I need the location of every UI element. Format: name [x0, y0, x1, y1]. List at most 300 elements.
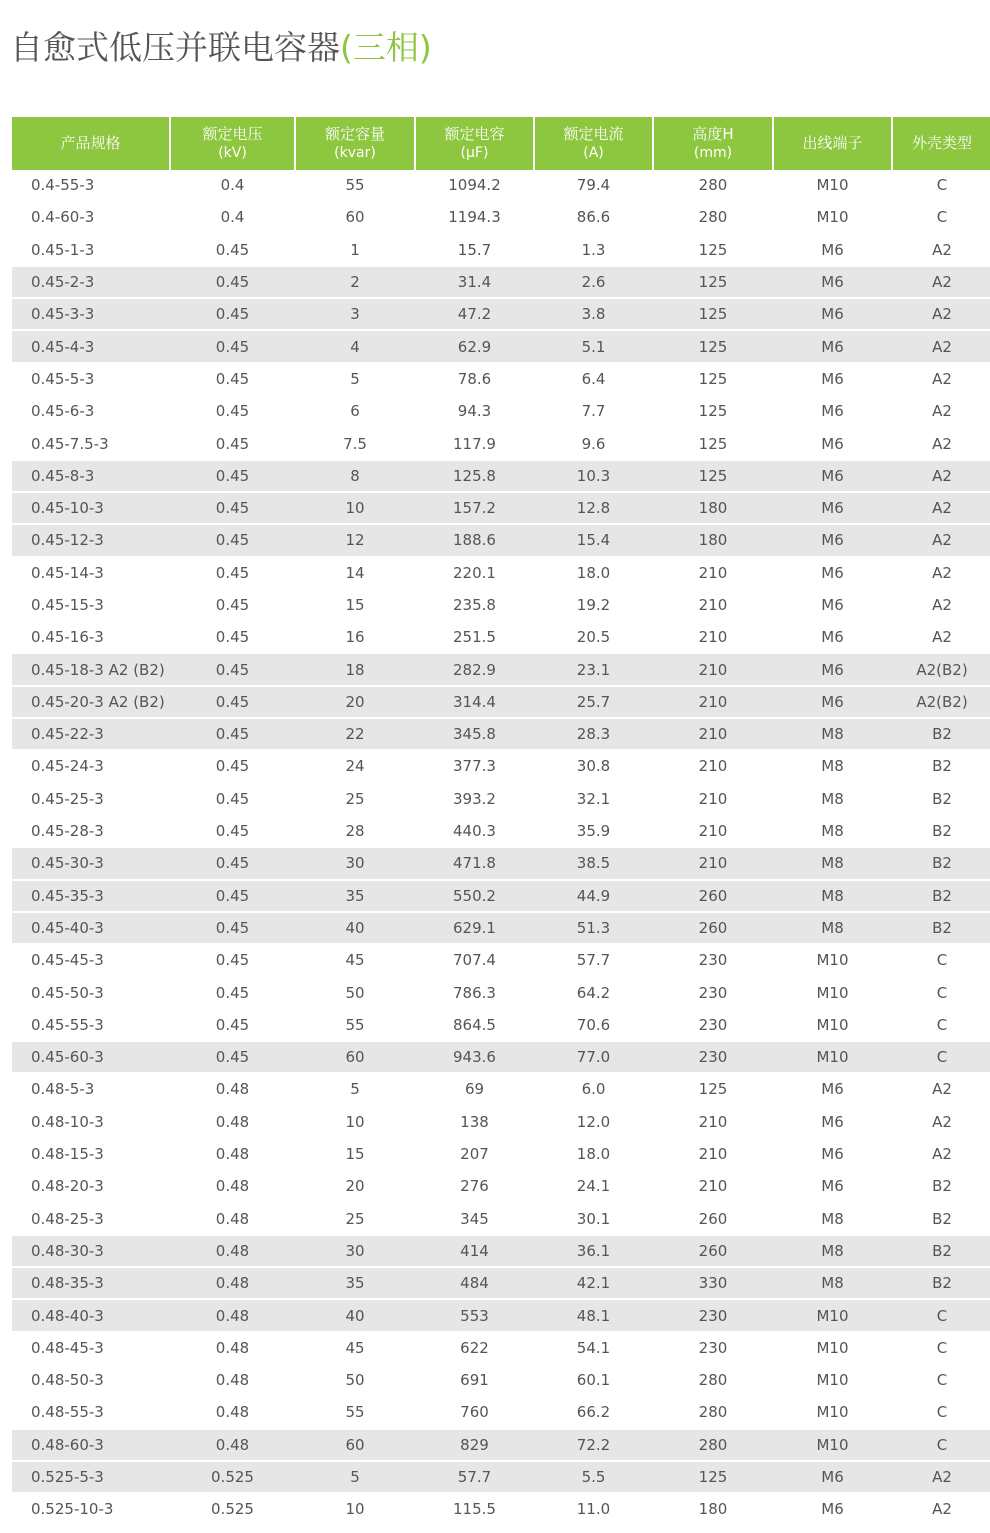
column-header-unit: (kV) — [218, 144, 247, 161]
table-cell: 157.2 — [415, 492, 534, 524]
table-cell: 45 — [295, 944, 415, 976]
table-row — [12, 1170, 990, 1202]
column-header-unit: (kvar) — [334, 144, 376, 161]
table-row — [12, 1073, 990, 1105]
table-cell: 55 — [295, 1396, 415, 1428]
table-cell: 7.7 — [534, 395, 653, 427]
table-cell: B2 — [892, 783, 990, 815]
table-cell: 0.45 — [170, 750, 295, 782]
table-row — [12, 427, 990, 459]
table-cell: 20 — [295, 686, 415, 718]
table-row — [12, 1364, 990, 1396]
table-cell: 55 — [295, 1009, 415, 1041]
table-cell: M8 — [773, 880, 892, 912]
table-cell: 15 — [295, 1138, 415, 1170]
table-cell: 0.48-25-3 — [12, 1203, 170, 1235]
table-cell: B2 — [892, 912, 990, 944]
table-cell: 210 — [653, 653, 773, 685]
table-cell: 0.45-15-3 — [12, 589, 170, 621]
table-cell: B2 — [892, 1267, 990, 1299]
page-title — [10, 26, 432, 70]
table-cell: 6 — [295, 395, 415, 427]
table-cell: M6 — [773, 557, 892, 589]
table-cell: 0.48 — [170, 1138, 295, 1170]
table-cell: 210 — [653, 589, 773, 621]
table-cell: 0.45-6-3 — [12, 395, 170, 427]
table-cell: M10 — [773, 944, 892, 976]
table-cell: B2 — [892, 750, 990, 782]
table-cell: 0.45-50-3 — [12, 976, 170, 1008]
table-cell: C — [892, 1364, 990, 1396]
column-header-label: 额定电压 — [202, 124, 263, 143]
table-cell: 50 — [295, 1364, 415, 1396]
table-cell: M6 — [773, 492, 892, 524]
table-row — [12, 783, 990, 815]
table-cell: 0.45 — [170, 330, 295, 362]
table-body — [12, 170, 990, 1525]
column-header-label: 出线端子 — [802, 134, 863, 152]
table-cell: 180 — [653, 524, 773, 556]
table-cell: 0.45-60-3 — [12, 1041, 170, 1073]
table-row — [12, 750, 990, 782]
table-cell: 69 — [415, 1073, 534, 1105]
table-row — [12, 1041, 990, 1073]
table-cell: 3.8 — [534, 298, 653, 330]
table-cell: 35 — [295, 880, 415, 912]
table-cell: 0.525-10-3 — [12, 1493, 170, 1525]
table-cell: A2(B2) — [892, 653, 990, 685]
column-header — [295, 117, 415, 170]
table-cell: 276 — [415, 1170, 534, 1202]
table-cell: A2(B2) — [892, 686, 990, 718]
title-main: 自愈式低压并联电容器 — [10, 28, 340, 67]
table-cell: 5 — [295, 1461, 415, 1493]
table-cell: 0.45 — [170, 589, 295, 621]
table-cell: 0.45 — [170, 1009, 295, 1041]
table-cell: 86.6 — [534, 201, 653, 233]
table-cell: 94.3 — [415, 395, 534, 427]
table-cell: 0.48 — [170, 1106, 295, 1138]
table-cell: M10 — [773, 1364, 892, 1396]
table-cell: 0.48 — [170, 1170, 295, 1202]
table-cell: 35 — [295, 1267, 415, 1299]
table-row — [12, 170, 990, 201]
table-cell: A2 — [892, 363, 990, 395]
table-cell: 0.45 — [170, 815, 295, 847]
column-header-unit: (mm) — [693, 144, 733, 161]
table-cell: 9.6 — [534, 427, 653, 459]
table-cell: 440.3 — [415, 815, 534, 847]
table-row — [12, 1493, 990, 1525]
table-cell: 10 — [295, 1106, 415, 1138]
table-cell: 707.4 — [415, 944, 534, 976]
table-cell: 1194.3 — [415, 201, 534, 233]
table-cell: 0.45 — [170, 976, 295, 1008]
spec-table — [12, 117, 990, 1526]
table-cell: M6 — [773, 395, 892, 427]
table-row — [12, 1235, 990, 1267]
table-cell: 282.9 — [415, 653, 534, 685]
table-cell: 16 — [295, 621, 415, 653]
table-cell: 117.9 — [415, 427, 534, 459]
table-row — [12, 653, 990, 685]
table-cell: 230 — [653, 1009, 773, 1041]
table-row — [12, 1267, 990, 1299]
table-row — [12, 944, 990, 976]
table-cell: 0.48 — [170, 1073, 295, 1105]
table-cell: 260 — [653, 1235, 773, 1267]
table-cell: A2 — [892, 330, 990, 362]
table-cell: 0.45 — [170, 718, 295, 750]
table-cell: 6.0 — [534, 1073, 653, 1105]
table-cell: 230 — [653, 976, 773, 1008]
table-row — [12, 718, 990, 750]
table-cell: 0.48-20-3 — [12, 1170, 170, 1202]
table-cell: M6 — [773, 330, 892, 362]
table-cell: A2 — [892, 1138, 990, 1170]
table-cell: A2 — [892, 427, 990, 459]
table-cell: A2 — [892, 492, 990, 524]
table-cell: A2 — [892, 395, 990, 427]
table-cell: 20.5 — [534, 621, 653, 653]
table-cell: 30.1 — [534, 1203, 653, 1235]
table-cell: 0.4 — [170, 170, 295, 201]
table-cell: M8 — [773, 815, 892, 847]
table-cell: M6 — [773, 1170, 892, 1202]
table-row — [12, 460, 990, 492]
table-row — [12, 976, 990, 1008]
table-row — [12, 912, 990, 944]
table-cell: 220.1 — [415, 557, 534, 589]
table-cell: 48.1 — [534, 1299, 653, 1331]
table-cell: 210 — [653, 750, 773, 782]
table-row — [12, 363, 990, 395]
table-cell: A2 — [892, 1106, 990, 1138]
table-row — [12, 815, 990, 847]
table-cell: 180 — [653, 1493, 773, 1525]
table-cell: 10.3 — [534, 460, 653, 492]
table-cell: 28.3 — [534, 718, 653, 750]
table-cell: M6 — [773, 1106, 892, 1138]
table-row — [12, 589, 990, 621]
column-header — [653, 117, 773, 170]
table-cell: B2 — [892, 1170, 990, 1202]
table-cell: M10 — [773, 1332, 892, 1364]
table-cell: B2 — [892, 847, 990, 879]
table-cell: 943.6 — [415, 1041, 534, 1073]
table-cell: 1.3 — [534, 234, 653, 266]
table-cell: M6 — [773, 1073, 892, 1105]
table-row — [12, 201, 990, 233]
table-row — [12, 1138, 990, 1170]
table-cell: 230 — [653, 1332, 773, 1364]
table-cell: B2 — [892, 815, 990, 847]
table-cell: 32.1 — [534, 783, 653, 815]
table-cell: 44.9 — [534, 880, 653, 912]
table-cell: 0.45 — [170, 395, 295, 427]
table-cell: 78.6 — [415, 363, 534, 395]
table-cell: 0.45-28-3 — [12, 815, 170, 847]
table-cell: C — [892, 1041, 990, 1073]
table-cell: 47.2 — [415, 298, 534, 330]
table-cell: 60 — [295, 1429, 415, 1461]
table-cell: 5 — [295, 1073, 415, 1105]
table-cell: A2 — [892, 524, 990, 556]
table-cell: 864.5 — [415, 1009, 534, 1041]
table-cell: 125 — [653, 1461, 773, 1493]
column-header-unit: (A) — [583, 144, 604, 161]
column-header — [892, 117, 990, 170]
table-row — [12, 266, 990, 298]
table-cell: 188.6 — [415, 524, 534, 556]
table-row — [12, 234, 990, 266]
table-cell: 260 — [653, 880, 773, 912]
table-cell: 0.45 — [170, 492, 295, 524]
table-cell: 55 — [295, 170, 415, 201]
table-cell: M10 — [773, 1009, 892, 1041]
table-cell: 0.48-45-3 — [12, 1332, 170, 1364]
table-cell: 0.45-55-3 — [12, 1009, 170, 1041]
table-cell: 0.45-2-3 — [12, 266, 170, 298]
table-cell: 25.7 — [534, 686, 653, 718]
table-cell: B2 — [892, 718, 990, 750]
table-cell: C — [892, 1429, 990, 1461]
table-cell: 0.45 — [170, 912, 295, 944]
table-cell: 210 — [653, 847, 773, 879]
table-cell: 2.6 — [534, 266, 653, 298]
table-cell: 210 — [653, 815, 773, 847]
table-cell: 0.45 — [170, 524, 295, 556]
table-cell: 60.1 — [534, 1364, 653, 1396]
table-cell: C — [892, 1396, 990, 1428]
table-row — [12, 330, 990, 362]
table-cell: 280 — [653, 1396, 773, 1428]
table-cell: 66.2 — [534, 1396, 653, 1428]
table-cell: 30 — [295, 1235, 415, 1267]
table-cell: 691 — [415, 1364, 534, 1396]
table-cell: 0.48 — [170, 1267, 295, 1299]
table-row — [12, 1009, 990, 1041]
column-header-label: 额定容量 — [324, 124, 385, 143]
table-row — [12, 524, 990, 556]
table-cell: 0.48-30-3 — [12, 1235, 170, 1267]
table-row — [12, 492, 990, 524]
table-cell: 77.0 — [534, 1041, 653, 1073]
table-cell: 35.9 — [534, 815, 653, 847]
table-cell: 0.45-18-3 A2 (B2) — [12, 653, 170, 685]
table-cell: 0.45-25-3 — [12, 783, 170, 815]
table-cell: 0.48 — [170, 1429, 295, 1461]
table-cell: 125 — [653, 234, 773, 266]
table-cell: 210 — [653, 557, 773, 589]
table-cell: 40 — [295, 912, 415, 944]
table-cell: 0.45 — [170, 427, 295, 459]
table-cell: 125 — [653, 298, 773, 330]
table-cell: 0.45-30-3 — [12, 847, 170, 879]
table-cell: 10 — [295, 492, 415, 524]
table-cell: 0.4-55-3 — [12, 170, 170, 201]
table-cell: A2 — [892, 621, 990, 653]
table-row — [12, 621, 990, 653]
table-cell: 0.48 — [170, 1203, 295, 1235]
table-cell: 280 — [653, 170, 773, 201]
table-cell: M10 — [773, 170, 892, 201]
column-header-label: 额定电流 — [563, 124, 624, 143]
table-cell: 30 — [295, 847, 415, 879]
table-cell: 12.0 — [534, 1106, 653, 1138]
table-cell: 0.525 — [170, 1493, 295, 1525]
table-cell: A2 — [892, 1073, 990, 1105]
table-cell: 260 — [653, 912, 773, 944]
table-cell: 0.4-60-3 — [12, 201, 170, 233]
table-cell: 414 — [415, 1235, 534, 1267]
table-cell: C — [892, 1332, 990, 1364]
table-cell: M6 — [773, 524, 892, 556]
table-cell: 0.45 — [170, 686, 295, 718]
table-cell: 42.1 — [534, 1267, 653, 1299]
table-cell: B2 — [892, 1203, 990, 1235]
column-header — [415, 117, 534, 170]
table-cell: M6 — [773, 686, 892, 718]
table-cell: 36.1 — [534, 1235, 653, 1267]
table-cell: C — [892, 170, 990, 201]
table-cell: 23.1 — [534, 653, 653, 685]
table-cell: 15.4 — [534, 524, 653, 556]
table-cell: 125.8 — [415, 460, 534, 492]
table-cell: C — [892, 1009, 990, 1041]
table-cell: M6 — [773, 1138, 892, 1170]
table-row — [12, 557, 990, 589]
table-cell: 30.8 — [534, 750, 653, 782]
table-cell: M8 — [773, 912, 892, 944]
table-cell: 64.2 — [534, 976, 653, 1008]
table-cell: 0.45 — [170, 557, 295, 589]
table-cell: 19.2 — [534, 589, 653, 621]
table-cell: 1094.2 — [415, 170, 534, 201]
column-header-label: 额定电容 — [444, 124, 505, 143]
table-cell: 0.48 — [170, 1364, 295, 1396]
table-cell: 0.45-20-3 A2 (B2) — [12, 686, 170, 718]
table-cell: 622 — [415, 1332, 534, 1364]
table-cell: M6 — [773, 589, 892, 621]
table-cell: 0.45-40-3 — [12, 912, 170, 944]
table-cell: 40 — [295, 1299, 415, 1331]
table-cell: 60 — [295, 1041, 415, 1073]
table-cell: 2 — [295, 266, 415, 298]
table-cell: A2 — [892, 266, 990, 298]
table-cell: 125 — [653, 330, 773, 362]
table-cell: 0.45-3-3 — [12, 298, 170, 330]
table-cell: 0.45-12-3 — [12, 524, 170, 556]
table-cell: M10 — [773, 1041, 892, 1073]
table-cell: 4 — [295, 330, 415, 362]
table-cell: M10 — [773, 976, 892, 1008]
table-cell: M10 — [773, 1299, 892, 1331]
table-cell: 5.1 — [534, 330, 653, 362]
table-cell: 280 — [653, 201, 773, 233]
table-cell: 0.45-8-3 — [12, 460, 170, 492]
table-cell: 230 — [653, 1299, 773, 1331]
table-cell: 50 — [295, 976, 415, 1008]
table-cell: 0.45 — [170, 234, 295, 266]
table-cell: 0.48-55-3 — [12, 1396, 170, 1428]
column-header-unit: (μF) — [460, 144, 489, 161]
table-cell: 786.3 — [415, 976, 534, 1008]
table-cell: 280 — [653, 1364, 773, 1396]
table-cell: 345 — [415, 1203, 534, 1235]
table-cell: 345.8 — [415, 718, 534, 750]
table-cell: 25 — [295, 1203, 415, 1235]
table-cell: M8 — [773, 1203, 892, 1235]
table-cell: 0.45 — [170, 847, 295, 879]
table-cell: 0.48-35-3 — [12, 1267, 170, 1299]
table-cell: 0.45-24-3 — [12, 750, 170, 782]
table-cell: 629.1 — [415, 912, 534, 944]
table-cell: 125 — [653, 266, 773, 298]
table-cell: C — [892, 1299, 990, 1331]
table-cell: 125 — [653, 363, 773, 395]
table-cell: 10 — [295, 1493, 415, 1525]
table-row — [12, 1203, 990, 1235]
table-cell: 8 — [295, 460, 415, 492]
table-cell: 24 — [295, 750, 415, 782]
table-row — [12, 1396, 990, 1428]
table-cell: M10 — [773, 1429, 892, 1461]
table-cell: 553 — [415, 1299, 534, 1331]
table-row — [12, 1429, 990, 1461]
table-cell: 70.6 — [534, 1009, 653, 1041]
table-header-row — [12, 117, 990, 170]
table-cell: B2 — [892, 1235, 990, 1267]
table-cell: 0.45-45-3 — [12, 944, 170, 976]
table-row — [12, 686, 990, 718]
table-cell: M6 — [773, 653, 892, 685]
table-cell: 0.48 — [170, 1332, 295, 1364]
table-cell: 54.1 — [534, 1332, 653, 1364]
table-row — [12, 847, 990, 879]
table-cell: 51.3 — [534, 912, 653, 944]
table-cell: 7.5 — [295, 427, 415, 459]
table-cell: 210 — [653, 1170, 773, 1202]
table-cell: 0.45 — [170, 653, 295, 685]
table-cell: A2 — [892, 1461, 990, 1493]
table-cell: 829 — [415, 1429, 534, 1461]
table-cell: 5 — [295, 363, 415, 395]
table-cell: 0.45-16-3 — [12, 621, 170, 653]
column-header — [773, 117, 892, 170]
table-cell: 0.525 — [170, 1461, 295, 1493]
table-cell: 11.0 — [534, 1493, 653, 1525]
table-cell: 0.48-60-3 — [12, 1429, 170, 1461]
table-cell: M6 — [773, 266, 892, 298]
table-cell: 60 — [295, 201, 415, 233]
table-cell: 24.1 — [534, 1170, 653, 1202]
table-cell: 210 — [653, 783, 773, 815]
table-cell: A2 — [892, 460, 990, 492]
table-cell: 0.48-10-3 — [12, 1106, 170, 1138]
table-row — [12, 1299, 990, 1331]
table-cell: 125 — [653, 1073, 773, 1105]
table-cell: 115.5 — [415, 1493, 534, 1525]
table-cell: 760 — [415, 1396, 534, 1428]
table-cell: 0.45-14-3 — [12, 557, 170, 589]
table-cell: 393.2 — [415, 783, 534, 815]
table-cell: 0.45 — [170, 783, 295, 815]
table-cell: M10 — [773, 201, 892, 233]
table-cell: 180 — [653, 492, 773, 524]
table-cell: 28 — [295, 815, 415, 847]
table-cell: 79.4 — [534, 170, 653, 201]
